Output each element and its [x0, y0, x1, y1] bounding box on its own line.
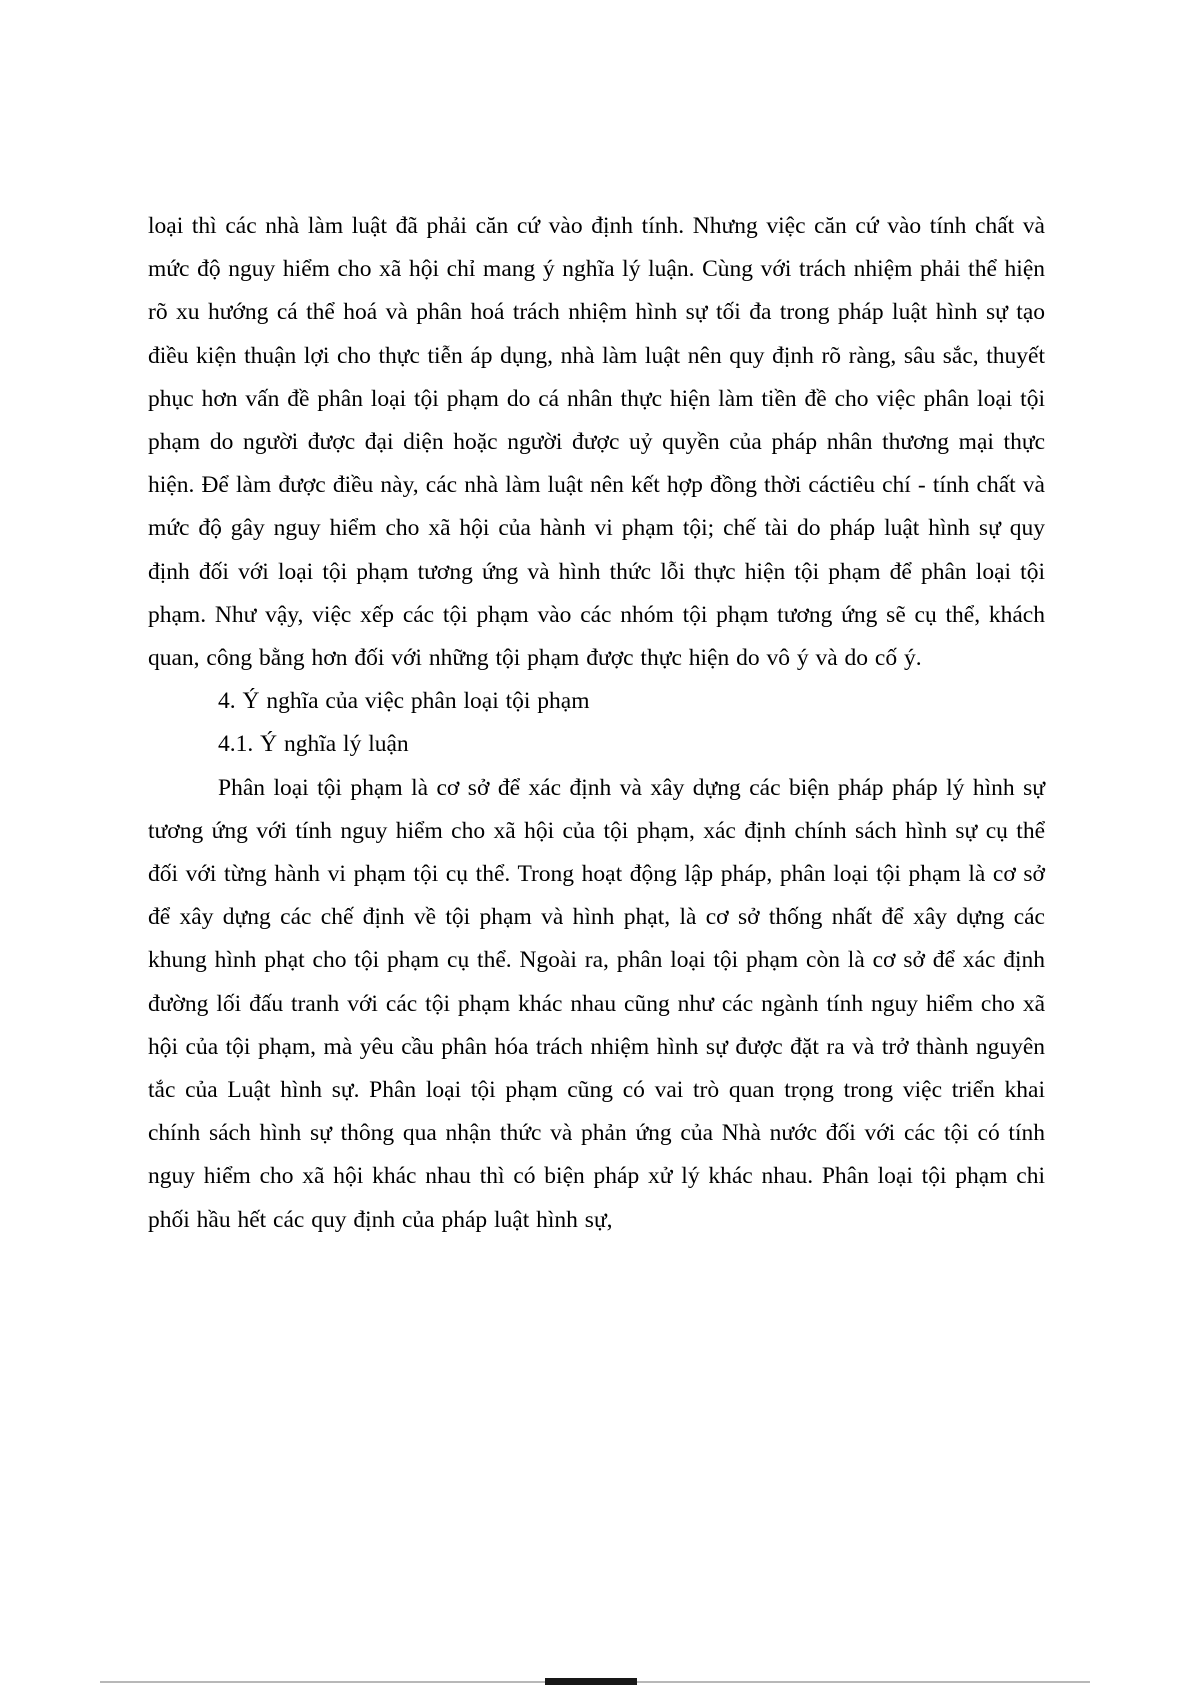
bottom-dark-segment: [545, 1678, 637, 1685]
section-heading: 4. Ý nghĩa của việc phân loại tội phạm: [218, 688, 590, 715]
document-page: [148, 205, 1045, 1242]
subsection-heading: 4.1. Ý nghĩa lý luận: [218, 731, 409, 758]
page-bottom-strip: [0, 1677, 1191, 1685]
paragraph: Phân loại tội phạm là cơ sở để xác định và xây dựng các biện pháp pháp lý hình sự tương ứng với tính nguy hiểm cho xã hội của tội phạm, xác định chính sách hình sự cụ thể đối với từng hành vi phạm tội cụ thể. Trong hoạt động lập pháp, phân loại tội phạm là cơ sở để xây dựng các chế định về tội phạm và hình phạt, là cơ sở thống nhất để xây dựng các khung hình phạt cho tội phạm cụ thể. Ngoài ra, phân loại tội phạm còn là cơ sở để xác định đường lối đấu tranh với các tội phạm khác nhau cũng như các ngành tính nguy hiểm cho xã hội của tội phạm, mà yêu cầu phân hóa trách nhiệm hình sự được đặt ra và trở thành nguyên tắc của Luật hình sự. Phân loại tội phạm cũng có vai trò quan trọng trong việc triển khai chính sách hình sự thông qua nhận thức và phản ứng của Nhà nước đối với các tội có tính nguy hiểm cho xã hội khác nhau thì có biện pháp xử lý khác nhau. Phân loại tội phạm chi phối hầu hết các quy định của pháp luật hình sự,: [148, 774, 1045, 1233]
paragraph-continuation: loại thì các nhà làm luật đã phải căn cứ vào định tính. Nhưng việc căn cứ vào tính chất và mức độ nguy hiểm cho xã hội chỉ mang ý nghĩa lý luận. Cùng với trách nhiệm phải thể hiện rõ xu hướng cá thể hoá và phân hoá trách nhiệm hình sự tối đa trong pháp luật hình sự tạo điều kiện thuận lợi cho thực tiễn áp dụng, nhà làm luật nên quy định rõ ràng, sâu sắc, thuyết phục hơn vấn đề phân loại tội phạm do cá nhân thực hiện làm tiền đề cho việc phân loại tội phạm do người được đại diện hoặc người được uỷ quyền của pháp nhân thương mại thực hiện. Để làm được điều này, các nhà làm luật nên kết hợp đồng thời cáctiêu chí - tính chất và mức độ gây nguy hiểm cho xã hội của hành vi phạm tội; chế tài do pháp luật hình sự quy định đối với loại tội phạm tương ứng và hình thức lỗi thực hiện tội phạm để phân loại tội phạm. Như vậy, việc xếp các tội phạm vào các nhóm tội phạm tương ứng sẽ cụ thể, khách quan, công bằng hơn đối với những tội phạm được thực hiện do vô ý và do cố ý.: [148, 213, 1045, 672]
